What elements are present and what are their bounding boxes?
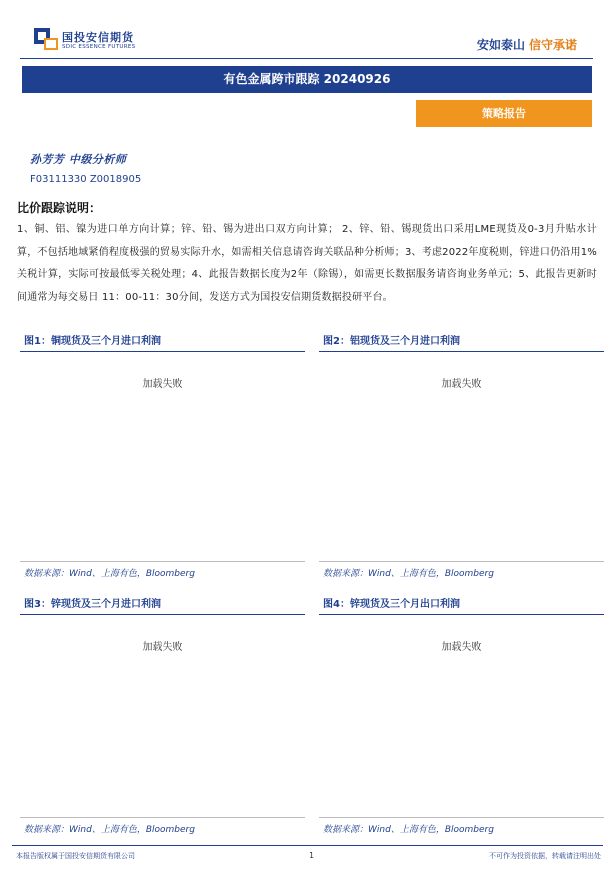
header-divider bbox=[20, 58, 593, 59]
figure-title: 图2：铝现货及三个月进口利润 bbox=[319, 332, 604, 352]
figure-3 bbox=[20, 595, 305, 845]
report-type-tag: 策略报告 bbox=[416, 100, 592, 127]
figure-source: 数据来源：Wind、上海有色，Bloomberg bbox=[20, 817, 305, 835]
report-title: 有色金属跨市跟踪 20240926 bbox=[22, 66, 592, 93]
logo-text-cn: 国投安信期货 bbox=[62, 31, 134, 44]
figure-title: 图1：铜现货及三个月进口利润 bbox=[20, 332, 305, 352]
figure-image-area bbox=[319, 616, 604, 816]
figure-source: 数据来源：Wind、上海有色，Bloomberg bbox=[20, 561, 305, 579]
image-load-failed: 加载失败 bbox=[142, 379, 183, 390]
figure-4 bbox=[319, 595, 604, 845]
figure-image-area bbox=[20, 616, 305, 816]
note-title: 比价跟踪说明： bbox=[17, 201, 102, 215]
slogan-part2: 信守承诺 bbox=[528, 38, 577, 52]
slogan bbox=[477, 36, 577, 53]
figure-title: 图3：锌现货及三个月进口利润 bbox=[20, 595, 305, 615]
footer-disclaimer: 不可作为投资依据，转载请注明出处 bbox=[489, 852, 601, 860]
figure-source: 数据来源：Wind、上海有色，Bloomberg bbox=[319, 817, 604, 835]
image-load-failed: 加载失败 bbox=[441, 642, 482, 653]
image-load-failed: 加载失败 bbox=[441, 379, 482, 390]
page-header bbox=[0, 0, 615, 62]
note-body: 1、铜、铝、镍为进口单方向计算；锌、铅、锡为进出口双方向计算； 2、锌、铅、锡现货出口采用LME现货及0-3月升贴水计算，不包括地域紧俏程度极强的贸易实际升水，如需相关信息请咨询关联品种分析师；3、考虑2022年度税则，锌进口仍沿用1%关税计算，实际可按最低零关税处理；4、此报告数据长度为2年（除锡），如需更长数据服务请咨询业务单元；5、此报告更新时间通常为每交易日 11：00-11：30分间，发送方式为国投安信期货数据投研平台。 bbox=[17, 224, 597, 303]
company-logo-icon bbox=[34, 28, 58, 50]
footer-divider bbox=[12, 845, 603, 846]
footer-copyright: 本报告版权属于国投安信期货有限公司 bbox=[16, 852, 135, 860]
analyst-ids: F03111330 Z0018905 bbox=[30, 174, 142, 185]
image-load-failed: 加载失败 bbox=[142, 642, 183, 653]
figure-title: 图4：锌现货及三个月出口利润 bbox=[319, 595, 604, 615]
figure-image-area bbox=[319, 353, 604, 563]
figure-2 bbox=[319, 332, 604, 582]
figure-1 bbox=[20, 332, 305, 582]
logo-text-en: SDIC ESSENCE FUTURES bbox=[62, 44, 136, 50]
analyst-name: 孙芳芳 中级分析师 bbox=[30, 153, 127, 166]
figure-image-area bbox=[20, 353, 305, 563]
figure-source: 数据来源：Wind、上海有色，Bloomberg bbox=[319, 561, 604, 579]
slogan-part1: 安如泰山 bbox=[476, 38, 525, 52]
page-number: 1 bbox=[309, 851, 315, 860]
